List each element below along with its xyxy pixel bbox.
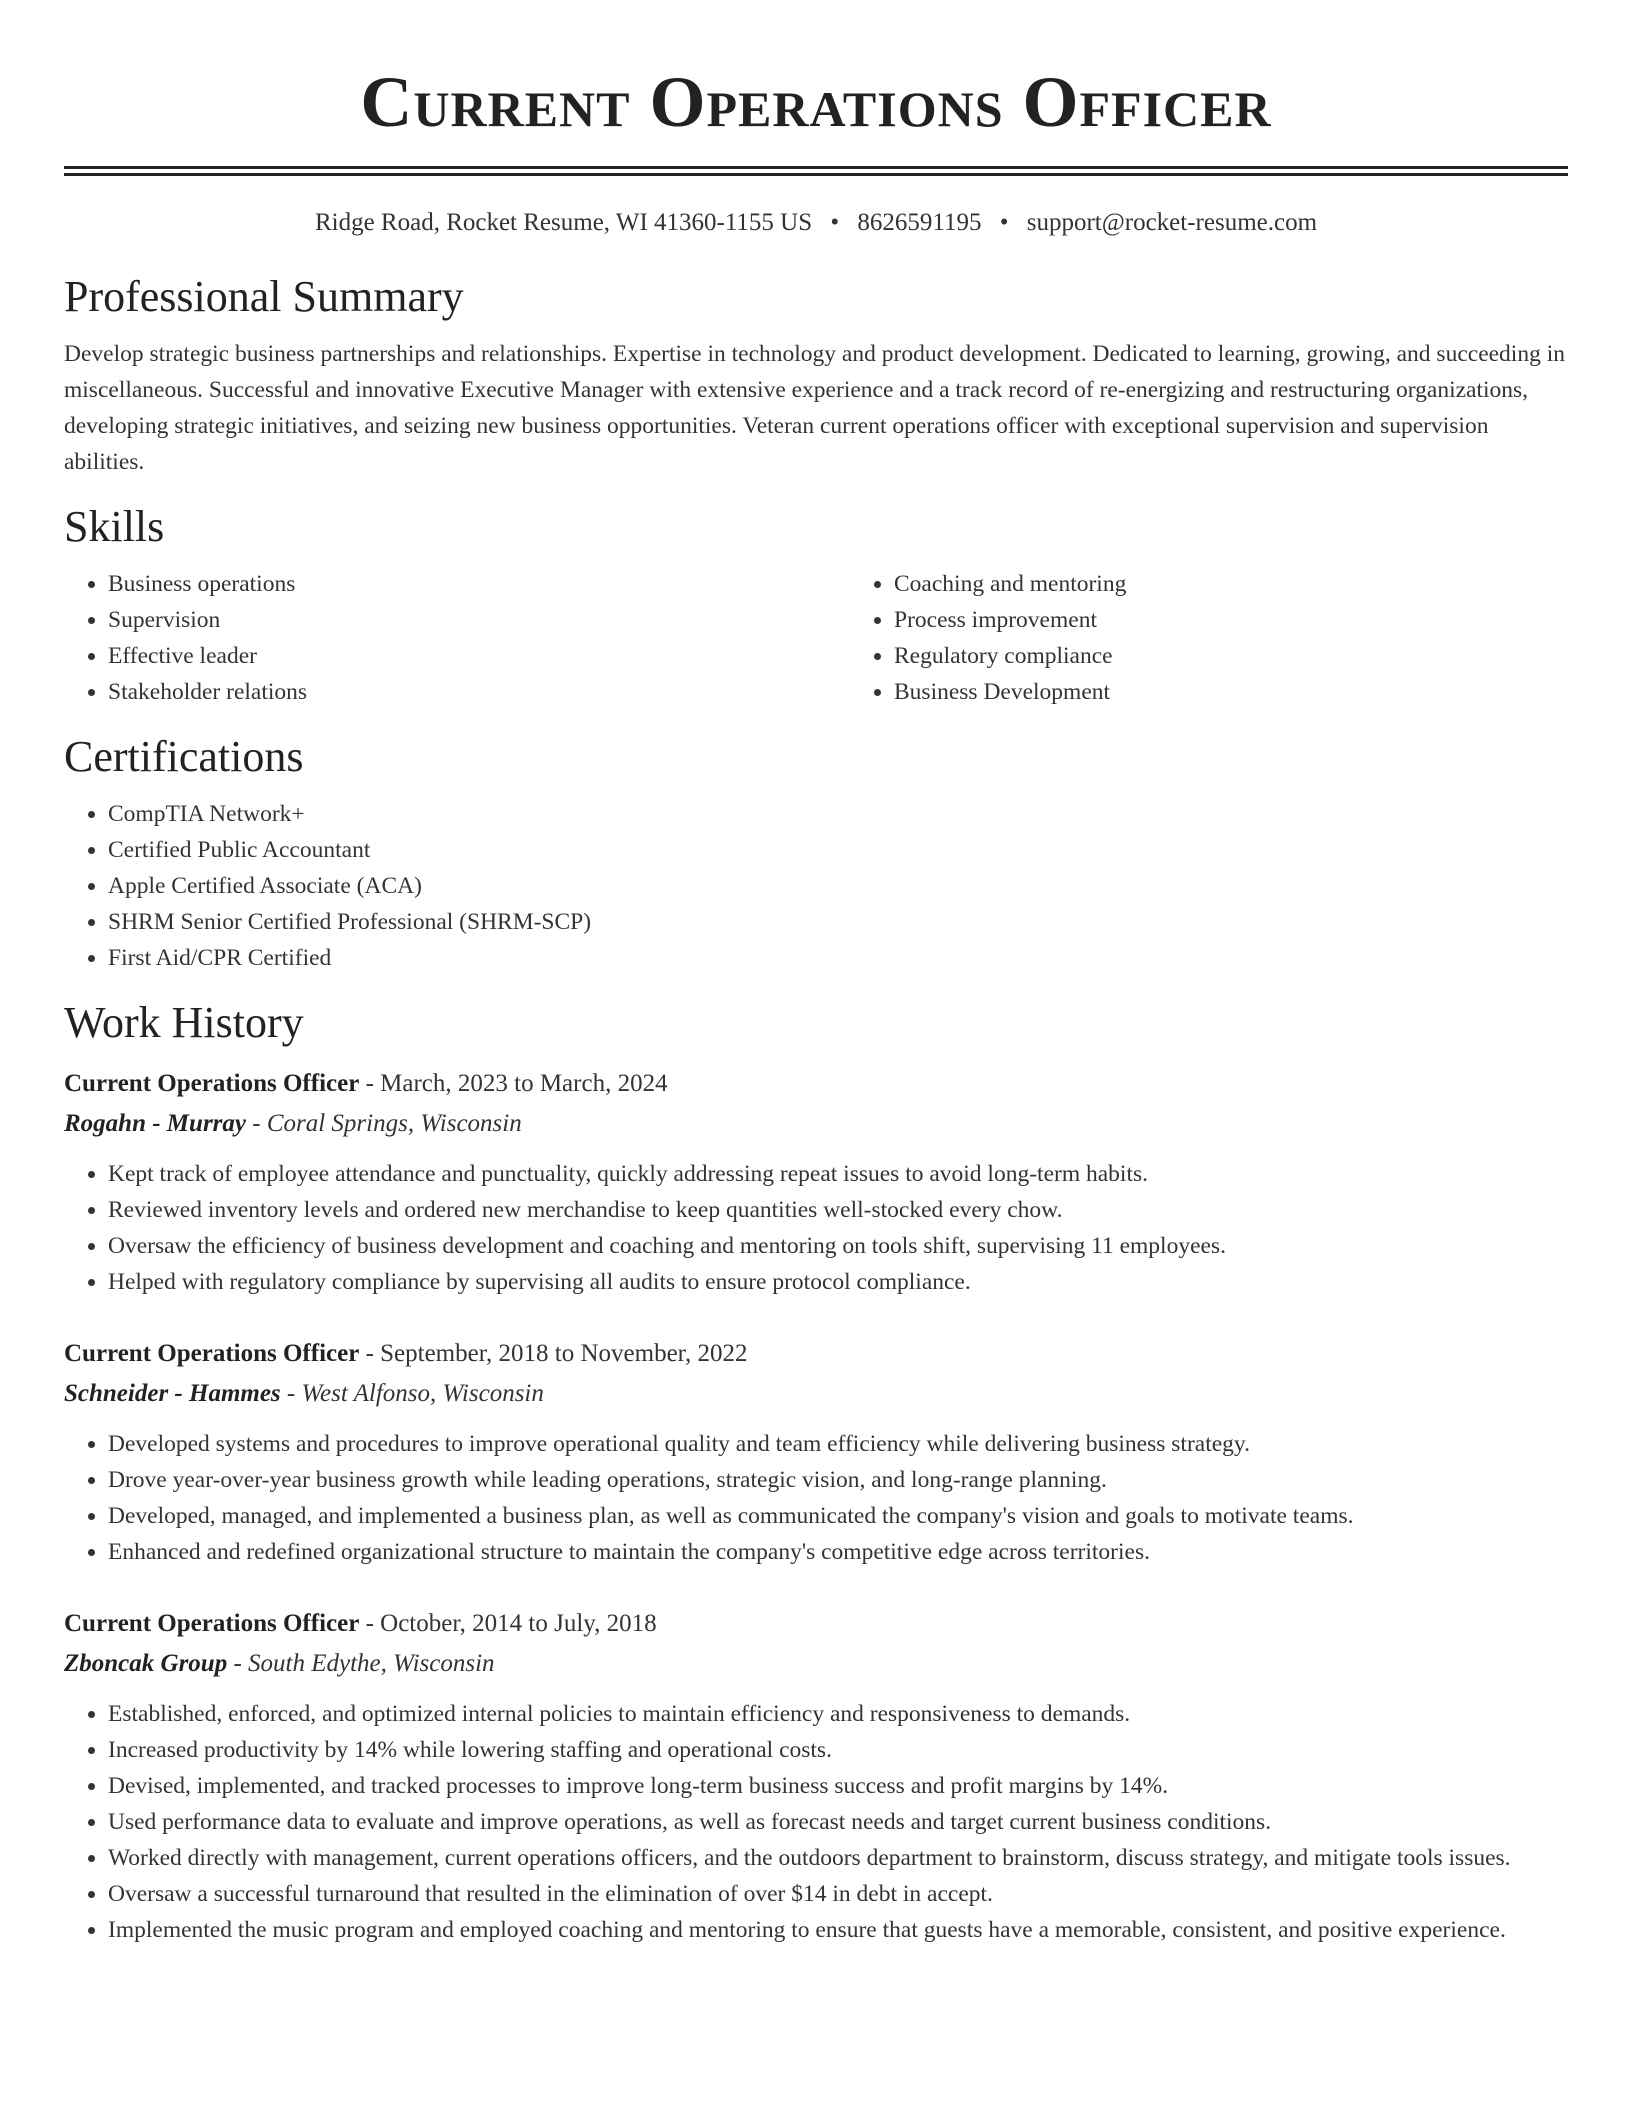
job-dates: September, 2018 to November, 2022 xyxy=(380,1340,748,1367)
job-bullet: • Established, enforced, and optimized internal policies to maintain efficiency and responsiveness to demands. xyxy=(108,1696,1568,1732)
certifications-list xyxy=(64,796,1568,976)
skill-item: • Stakeholder relations xyxy=(108,674,850,710)
job-bullet: • Used performance data to evaluate and improve operations, as well as forecast needs and target current business conditions. xyxy=(108,1804,1568,1840)
job-location: Coral Springs, Wisconsin xyxy=(266,1110,522,1137)
job-bullet: • Helped with regulatory compliance by supervising all audits to ensure protocol compliance. xyxy=(108,1264,1568,1300)
job-company: Zboncak Group xyxy=(64,1650,228,1677)
job-company-line: Zboncak Group - South Edythe, Wisconsin xyxy=(64,1650,495,1677)
job-bullet: • Kept track of employee attendance and punctuality, quickly addressing repeat issues to avoid long-term habits. xyxy=(108,1156,1568,1192)
job-bullet: • Increased productivity by 14% while lowering staffing and operational costs. xyxy=(108,1732,1568,1768)
job-title: Current Operations Officer xyxy=(64,1070,360,1097)
job-title: Current Operations Officer xyxy=(64,1340,360,1367)
certification-item: • SHRM Senior Certified Professional (SHRM-SCP) xyxy=(108,904,1568,940)
certification-item: • Apple Certified Associate (ACA) xyxy=(108,868,1568,904)
skill-item: • Coaching and mentoring xyxy=(894,566,1126,602)
summary-heading: Professional Summary xyxy=(64,272,464,321)
job-bullet: • Enhanced and redefined organizational structure to maintain the company's competitive edge across territories. xyxy=(108,1534,1568,1570)
job-title: Current Operations Officer xyxy=(64,1610,360,1637)
job-company-line: Schneider - Hammes - West Alfonso, Wisconsin xyxy=(64,1380,544,1407)
certification-item: • Certified Public Accountant xyxy=(108,832,1568,868)
contact-address: Ridge Road, Rocket Resume, WI 41360-1155 US xyxy=(314,209,813,236)
certification-item: • First Aid/CPR Certified xyxy=(108,940,1568,976)
skill-item: • Business Development xyxy=(894,674,1126,710)
summary-text: Develop strategic business partnerships and relationships. Expertise in technology and product development. Dedicated to learning, growing, and succeeding in miscellaneous. Successful and innovative Executive Manager with extensive experience and a track record of re-energizing and restructuring organizations, developing strategic initiatives, and seizing new business opportunities. Veteran current operations officer with exceptional supervision and supervision abilities. xyxy=(64,341,1565,475)
job-bullet: • Reviewed inventory levels and ordered new merchandise to keep quantities well-stocked every chow. xyxy=(108,1192,1568,1228)
job-bullet: • Oversaw the efficiency of business development and coaching and mentoring on tools shift, supervising 11 employees. xyxy=(108,1228,1568,1264)
skills-heading: Skills xyxy=(64,502,165,551)
job-bullet: • Developed, managed, and implemented a business plan, as well as communicated the company's vision and goals to motivate teams. xyxy=(108,1498,1568,1534)
job-dates: October, 2014 to July, 2018 xyxy=(380,1610,657,1637)
job-location: South Edythe, Wisconsin xyxy=(248,1650,495,1677)
job-title-line: Current Operations Officer - September, 2018 to November, 2022 xyxy=(64,1340,748,1367)
job-bullets xyxy=(64,1156,1568,1300)
skills-list-left xyxy=(64,566,850,710)
job-company-line: Rogahn - Murray - Coral Springs, Wisconsin xyxy=(64,1110,522,1137)
job-bullet: • Implemented the music program and employed coaching and mentoring to ensure that guests have a memorable, consistent, and positive experience. xyxy=(108,1912,1568,1948)
contact-line xyxy=(64,206,1568,240)
resume-name: Current Operations Officer xyxy=(360,62,1272,142)
job-entry xyxy=(64,1064,1568,1300)
job-bullet: • Developed systems and procedures to improve operational quality and team efficiency while delivering business strategy. xyxy=(108,1426,1568,1462)
skills-list-right xyxy=(850,566,1126,710)
contact-separator: • xyxy=(830,209,840,236)
contact-email: support@rocket-resume.com xyxy=(1026,209,1318,236)
job-company: Schneider - Hammes xyxy=(64,1380,281,1407)
job-entry xyxy=(64,1334,1568,1570)
job-title-line: Current Operations Officer - March, 2023 to March, 2024 xyxy=(64,1070,668,1097)
job-company: Rogahn - Murray xyxy=(64,1110,246,1137)
work-history-heading: Work History xyxy=(64,998,304,1047)
job-entry xyxy=(64,1604,1568,1948)
certifications-heading: Certifications xyxy=(64,732,304,781)
job-bullet: • Devised, implemented, and tracked processes to improve long-term business success and profit margins by 14%. xyxy=(108,1768,1568,1804)
job-bullets xyxy=(64,1426,1568,1570)
job-bullets xyxy=(64,1696,1568,1948)
job-bullet: • Worked directly with management, current operations officers, and the outdoors department to brainstorm, discuss strategy, and mitigate tools issues. xyxy=(108,1840,1568,1876)
skill-item: • Supervision xyxy=(108,602,850,638)
skill-item: • Regulatory compliance xyxy=(894,638,1126,674)
skills-grid xyxy=(64,566,1568,710)
contact-phone: 8626591195 xyxy=(857,209,982,236)
skill-item: • Effective leader xyxy=(108,638,850,674)
job-title-line: Current Operations Officer - October, 2014 to July, 2018 xyxy=(64,1610,657,1637)
job-bullet: • Oversaw a successful turnaround that resulted in the elimination of over $14 in debt in accept. xyxy=(108,1876,1568,1912)
job-location: West Alfonso, Wisconsin xyxy=(301,1380,544,1407)
contact-separator: • xyxy=(999,209,1009,236)
job-bullet: • Drove year-over-year business growth while leading operations, strategic vision, and long-range planning. xyxy=(108,1462,1568,1498)
header-divider xyxy=(64,166,1568,176)
skill-item: • Business operations xyxy=(108,566,850,602)
certification-item: • CompTIA Network+ xyxy=(108,796,1568,832)
job-dates: March, 2023 to March, 2024 xyxy=(380,1070,668,1097)
skill-item: • Process improvement xyxy=(894,602,1126,638)
